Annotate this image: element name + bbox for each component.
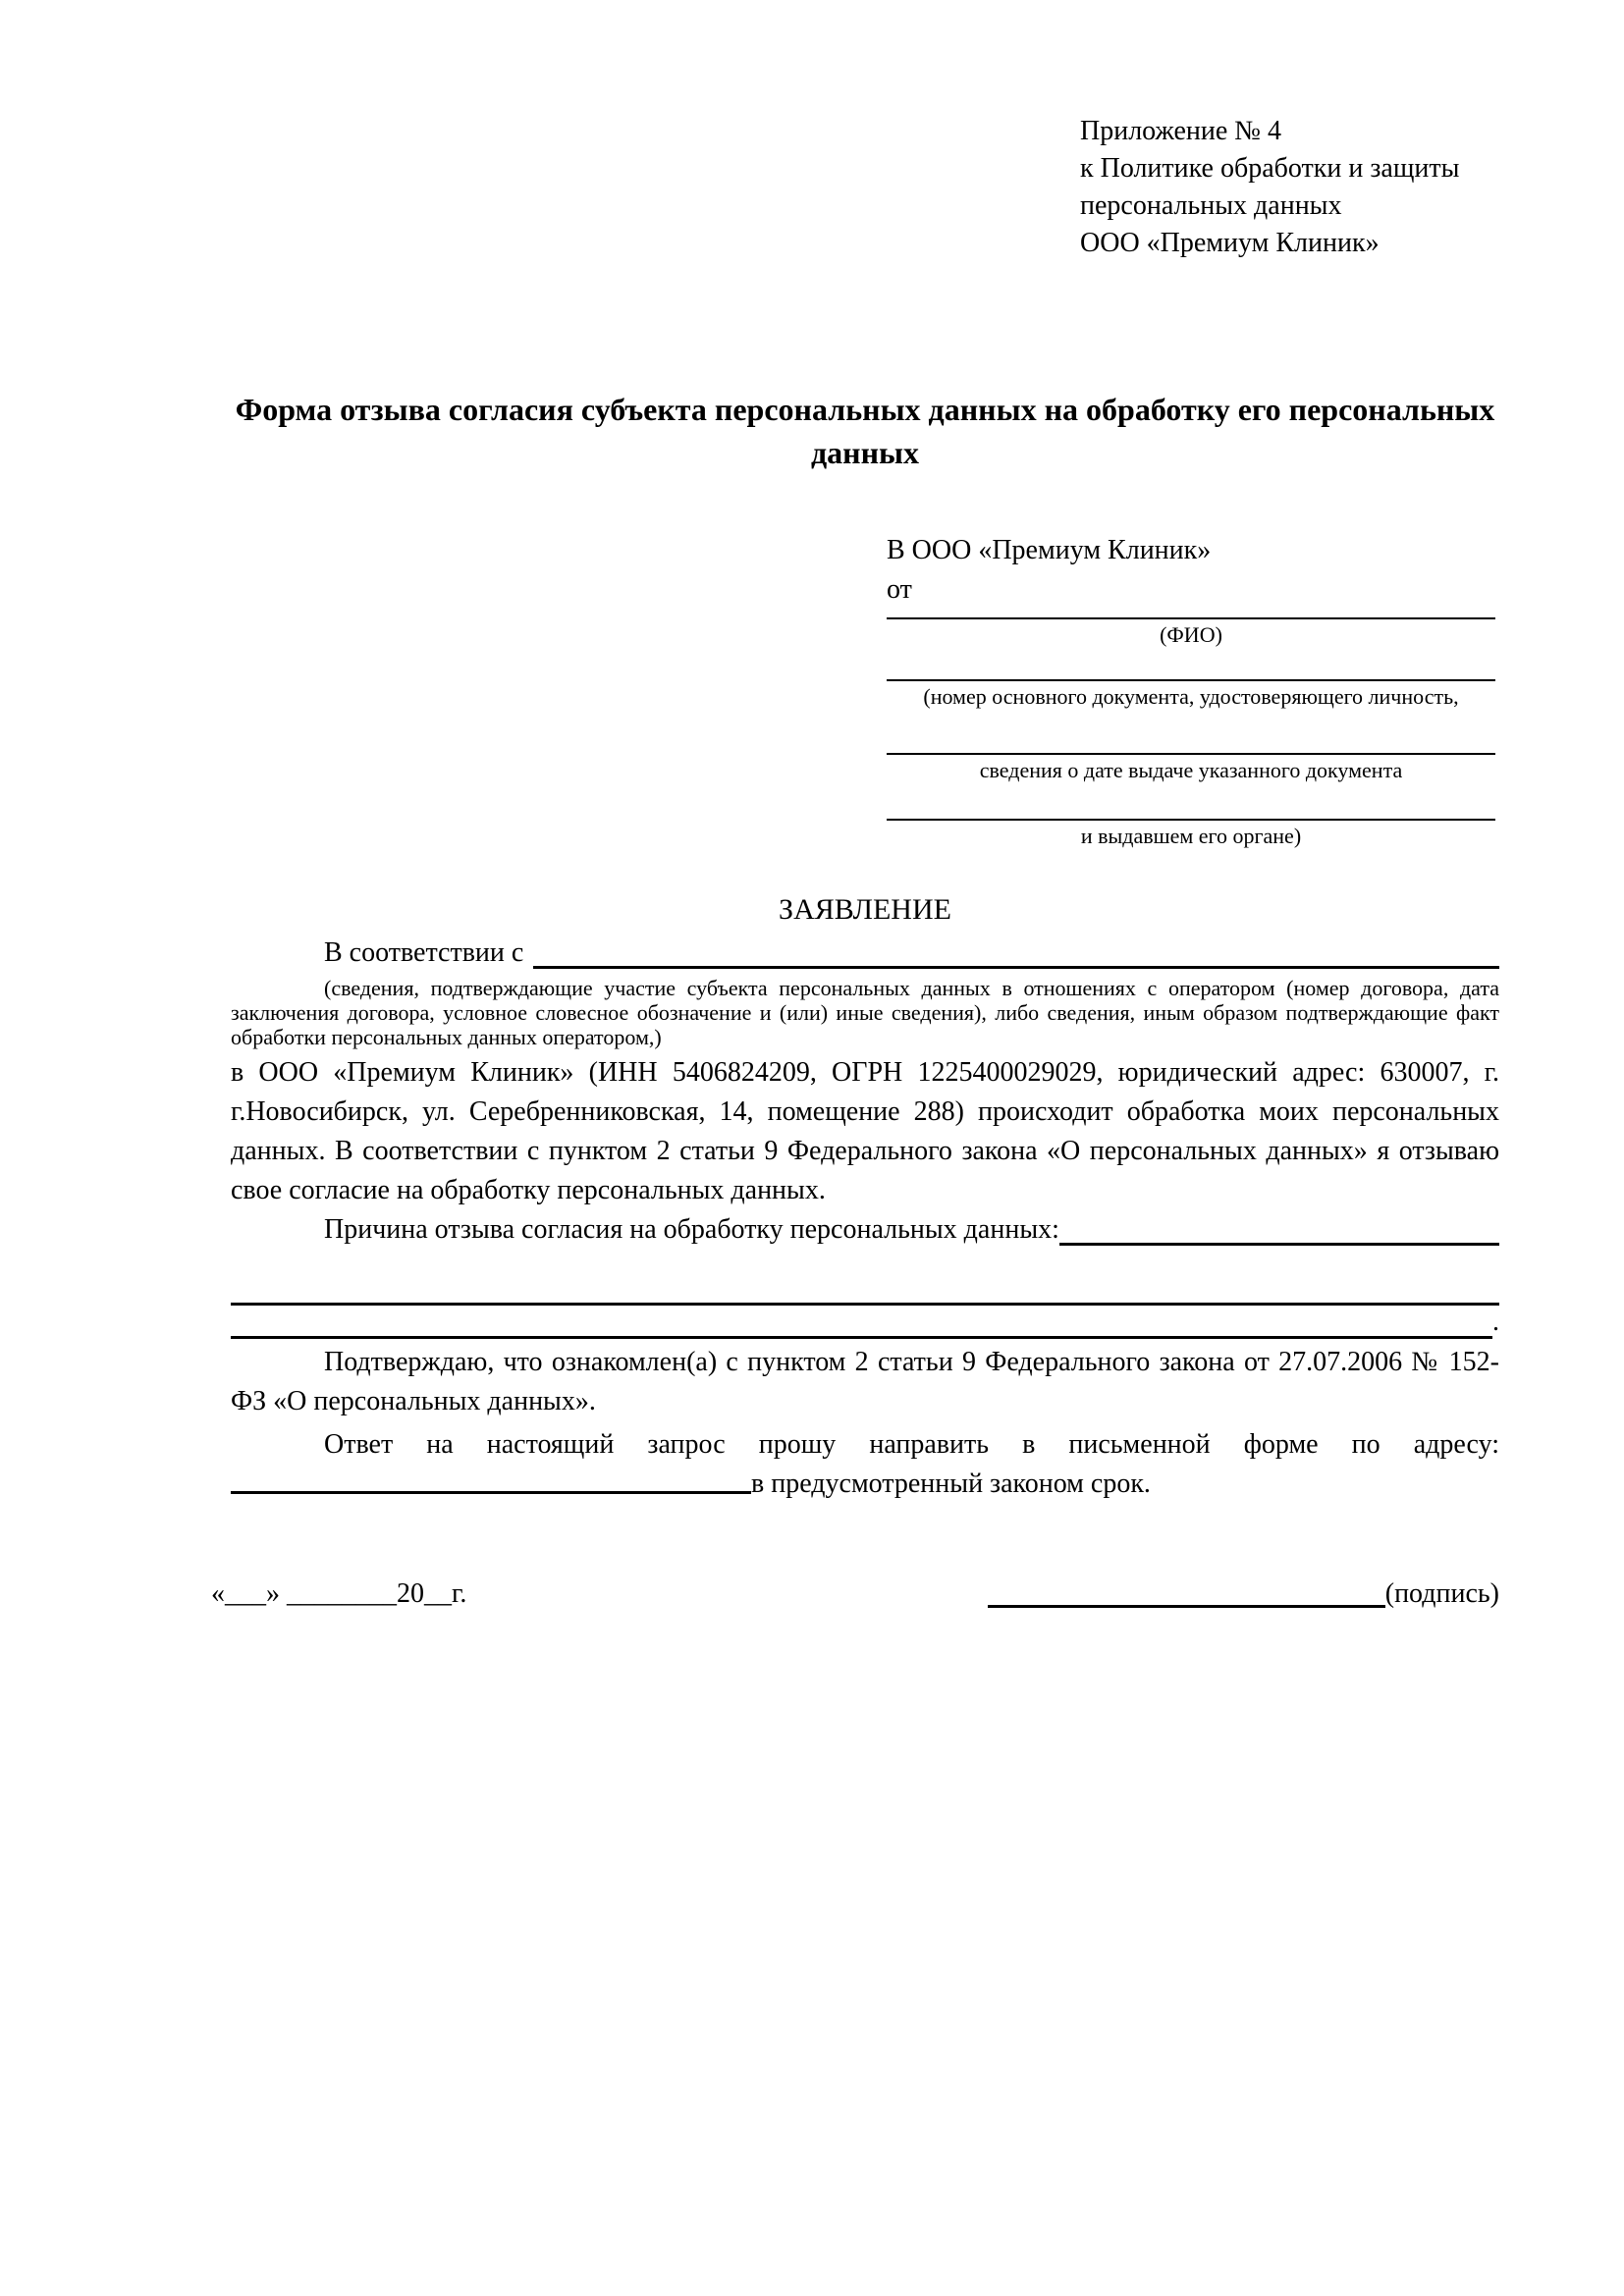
fio-field-caption: (ФИО) (1160, 622, 1222, 647)
appendix-line: к Политике обработки и защиты (1080, 153, 1460, 184)
signature-caption: (подпись) (1384, 1578, 1499, 1609)
reply-suffix-text: в предусмотренный законом срок. (751, 1468, 1151, 1499)
basis-prefix-text: В соответствии с (324, 937, 524, 968)
confirmation-paragraph: Подтверждаю, что ознакомлен(а) с пунктом 2 статьи 9 Федерального закона от 27.07.2006 № 152-ФЗ «О персональных данных». (231, 1347, 1499, 1416)
withdrawal-reason-field-line-3 (231, 1306, 1499, 1339)
basis-field-line (533, 966, 1499, 969)
withdrawal-reason-field-line-1 (1059, 1243, 1499, 1246)
signature-row (211, 1575, 1499, 1614)
statement-heading: ЗАЯВЛЕНИЕ (779, 893, 951, 926)
reply-prefix-text: Ответ на настоящий запрос прошу направить в письменной форме по адресу: (324, 1429, 1499, 1460)
withdrawal-reason-field-line-2 (231, 1250, 1499, 1306)
signature-block (988, 1575, 1499, 1614)
recipient-organization: В ООО «Премиум Клиник» (887, 535, 1212, 565)
reply-address-field-line (231, 1468, 751, 1494)
date-blank-line: «___» ________20__г. (211, 1578, 467, 1609)
appendix-line: персональных данных (1080, 190, 1342, 221)
appendix-line: Приложение № 4 (1080, 116, 1281, 146)
fio-field-line (887, 610, 1495, 619)
recipient-block (887, 531, 1495, 849)
trailing-period: . (1492, 1307, 1499, 1337)
signature-field-line (988, 1605, 1385, 1608)
basis-line (231, 934, 1499, 973)
reply-paragraph (231, 1425, 1499, 1504)
basis-footnote: (сведения, подтверждающие участие субъекта персональных данных в отношениях с оператором (номер договора, дата заключения договора, условное словесное обозначение и (или) иные сведения), либо сведения, иным образом подтверждающие факт обработки персональных данных оператором,) (231, 976, 1499, 1049)
withdrawal-reason-label: Причина отзыва согласия на обработку персональных данных: (324, 1214, 1059, 1245)
withdrawal-reason-field-line-3-rule (231, 1336, 1492, 1339)
issue-date-field-line (887, 710, 1495, 755)
issuing-authority-field-line (887, 783, 1495, 821)
statement-body-paragraph: в ООО «Премиум Клиник» (ИНН 5406824209, ОГРН 1225400029029, юридический адрес: 630007, г. г.Новосибирск, ул. Серебренниковская, 14, помещение 288) происходит обработка моих персональных данных. В соответствии с пунктом 2 статьи 9 Федерального закона «О персональных данных» я отзываю свое согласие на обработку персональных данных. (231, 1057, 1499, 1205)
appendix-line: ООО «Премиум Клиник» (1080, 228, 1380, 258)
document-title: Форма отзыва согласия субъекта персональных данных на обработку его персональных данных (235, 392, 1495, 470)
issuing-authority-field-caption: и выдавшем его органе) (1080, 824, 1302, 848)
document-number-field-caption: (номер основного документа, удостоверяющего личность, (923, 684, 1459, 709)
withdrawal-reason-line (231, 1210, 1499, 1250)
document-number-field-line (887, 648, 1495, 681)
recipient-from-label: от (887, 574, 912, 605)
issue-date-field-caption: сведения о дате выдаче указанного документа (979, 758, 1403, 782)
appendix-header (1080, 113, 1499, 262)
